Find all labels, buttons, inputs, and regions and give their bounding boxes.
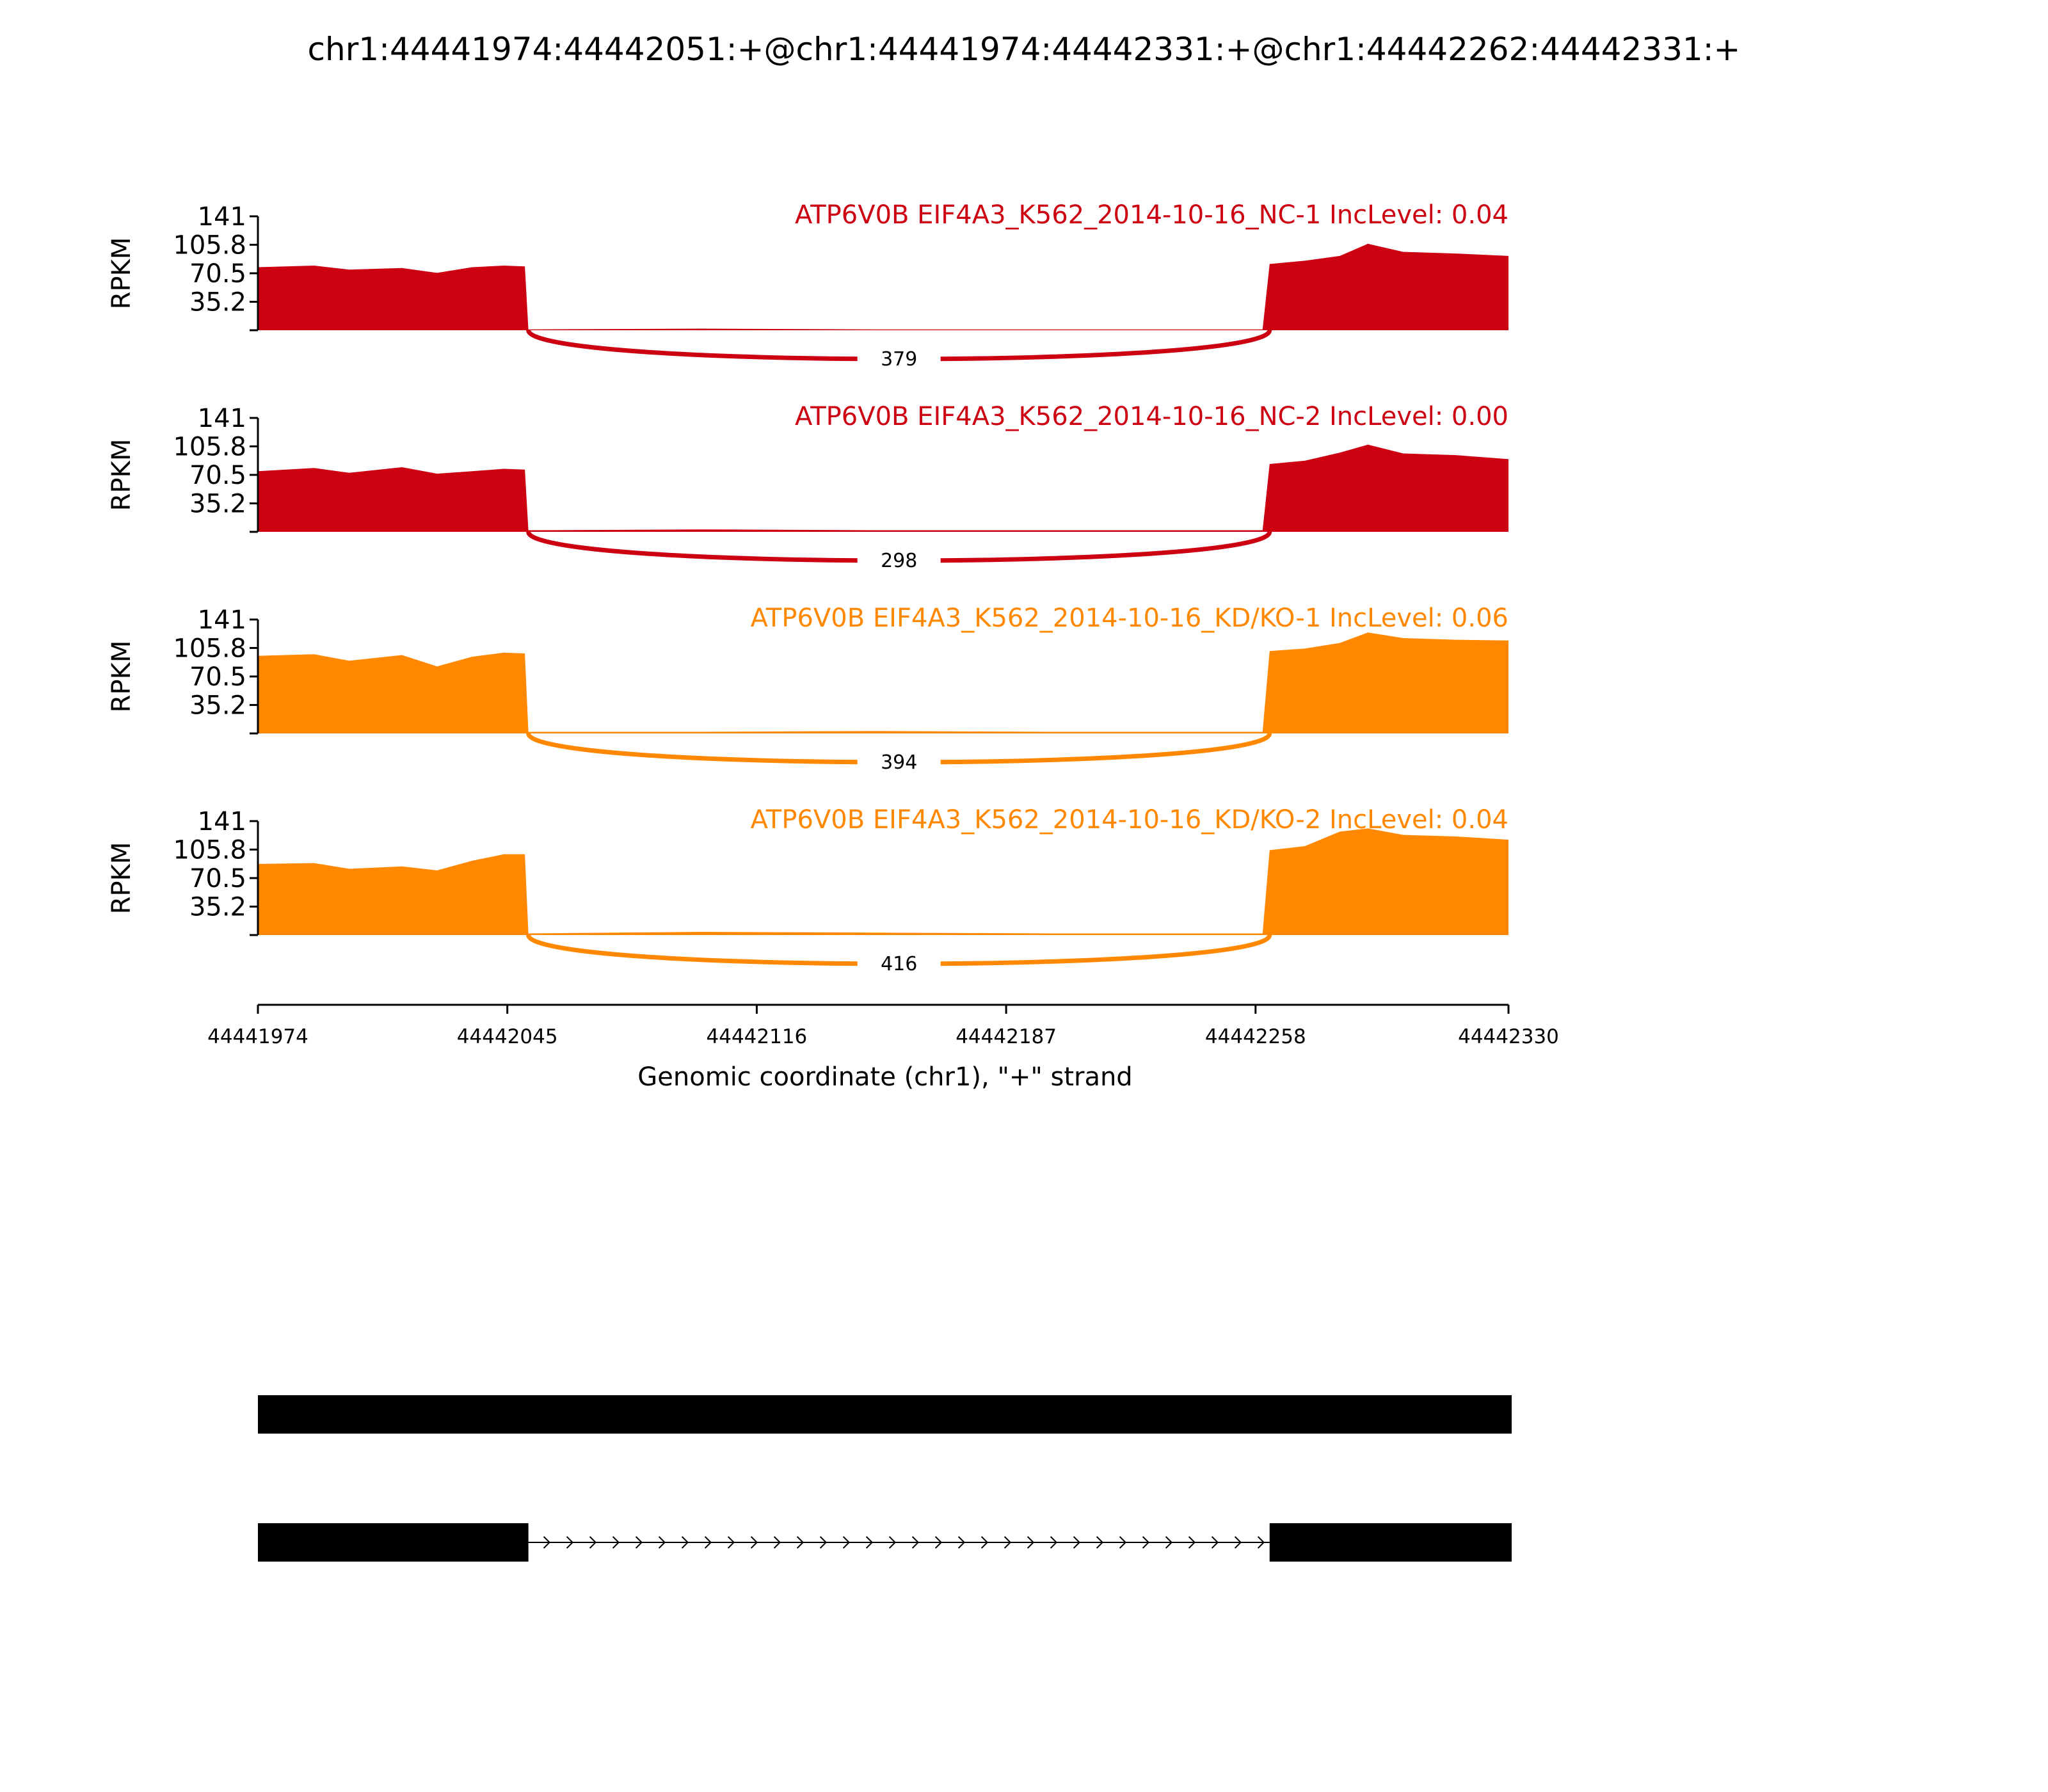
y-tick-label: 141 <box>197 807 246 836</box>
junction-count: 394 <box>881 751 918 774</box>
y-tick-label: 70.5 <box>189 259 246 289</box>
track-label: ATP6V0B EIF4A3_K562_2014-10-16_KD/KO-1 IncLevel: 0.06 <box>750 604 1508 633</box>
y-tick-label: 105.8 <box>173 230 246 260</box>
y-tick-label: 70.5 <box>189 461 246 490</box>
y-tick-label: 105.8 <box>173 432 246 462</box>
x-axis <box>207 1005 1559 1048</box>
coverage-tracks <box>107 200 1508 975</box>
y-axis-label: RPKM <box>107 438 136 511</box>
coverage-area <box>258 445 1508 532</box>
track-label: ATP6V0B EIF4A3_K562_2014-10-16_NC-2 IncLevel: 0.00 <box>794 402 1508 431</box>
track-label: ATP6V0B EIF4A3_K562_2014-10-16_NC-1 IncLevel: 0.04 <box>794 200 1508 230</box>
y-tick-label: 35.2 <box>189 287 246 317</box>
gene-models <box>258 1395 1512 1562</box>
gene-model-1 <box>258 1395 1512 1434</box>
coverage-area <box>258 244 1508 330</box>
y-tick-label: 105.8 <box>173 835 246 865</box>
junction-count: 298 <box>881 550 918 572</box>
y-tick-label: 105.8 <box>173 634 246 664</box>
coverage-area <box>258 828 1508 935</box>
track-2 <box>107 402 1508 572</box>
y-tick-label: 35.2 <box>189 691 246 721</box>
junction-count: 379 <box>881 348 918 371</box>
y-tick-label: 70.5 <box>189 662 246 692</box>
y-axis-label: RPKM <box>107 640 136 713</box>
x-tick-label: 44442116 <box>706 1025 808 1048</box>
x-tick-label: 44442187 <box>956 1025 1057 1048</box>
x-tick-label: 44442258 <box>1204 1025 1306 1048</box>
coverage-area <box>258 632 1508 733</box>
track-label: ATP6V0B EIF4A3_K562_2014-10-16_KD/KO-2 IncLevel: 0.04 <box>750 805 1508 835</box>
exon-block <box>1270 1523 1512 1562</box>
gene-model-2 <box>258 1523 1512 1562</box>
junction-count: 416 <box>881 953 918 975</box>
y-tick-label: 35.2 <box>189 489 246 519</box>
track-1 <box>107 200 1508 371</box>
y-tick-label: 141 <box>197 404 246 433</box>
x-tick-label: 44442330 <box>1458 1025 1559 1048</box>
y-tick-label: 70.5 <box>189 864 246 893</box>
y-tick-label: 141 <box>197 202 246 232</box>
y-tick-label: 141 <box>197 605 246 635</box>
y-axis-label: RPKM <box>107 237 136 310</box>
y-axis-label: RPKM <box>107 842 136 915</box>
y-tick-label: 35.2 <box>189 892 246 922</box>
track-4 <box>107 805 1508 975</box>
track-3 <box>107 604 1508 774</box>
exon-block <box>258 1395 1512 1434</box>
x-tick-label: 44442045 <box>456 1025 558 1048</box>
x-tick-label: 44441974 <box>207 1025 308 1048</box>
chart-title: chr1:44441974:44442051:+@chr1:44441974:44442331:+@chr1:44442262:44442331:+ <box>307 31 1741 68</box>
exon-block <box>258 1523 529 1562</box>
x-axis-label: Genomic coordinate (chr1), "+" strand <box>637 1062 1133 1092</box>
